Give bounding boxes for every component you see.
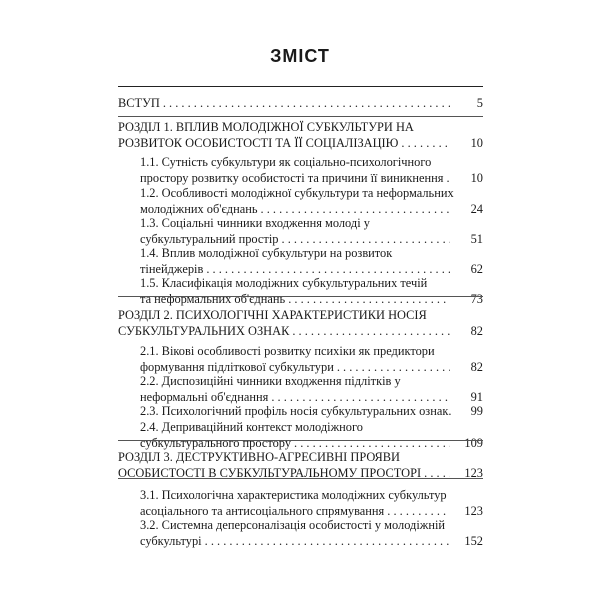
toc-line <box>140 488 483 504</box>
page-number: 73 <box>470 291 483 306</box>
toc-entry-text: 1.2. Особливості молодіжної субкультури та неформальних <box>140 186 454 200</box>
toc-line <box>140 344 483 360</box>
toc-subsection <box>140 276 483 307</box>
page-number: 10 <box>470 135 483 150</box>
toc-entry-text: 3.2. Системна деперсоналізація особистості у молодіжній <box>140 518 446 532</box>
dot-leader <box>206 262 450 278</box>
page-number: 5 <box>476 96 483 110</box>
page-title: ЗМІСТ <box>270 46 330 66</box>
toc-line <box>140 420 483 436</box>
toc-entry-text: ВСТУП <box>118 96 160 110</box>
dot-leader <box>288 292 450 308</box>
toc-line <box>140 276 483 292</box>
toc-line <box>140 390 483 406</box>
dot-leader <box>292 324 450 340</box>
toc-line <box>140 374 483 390</box>
toc-intro <box>118 96 483 112</box>
toc-line <box>118 120 483 136</box>
toc-chapter <box>118 120 483 151</box>
toc-entry-text: та неформальних об'єднань <box>140 291 286 306</box>
toc-subsection <box>140 420 483 451</box>
toc-subsection <box>140 488 483 519</box>
dot-leader <box>401 136 450 152</box>
toc-entry-text: 1.1. Сутність субкультури як соціально-психологічного <box>140 155 432 169</box>
toc-subsection <box>140 246 483 277</box>
dot-leader <box>163 96 450 112</box>
toc-entry-text: субкультуральний простір <box>140 231 279 246</box>
toc-line <box>140 171 483 187</box>
toc-chapter <box>118 450 483 481</box>
toc-line <box>140 534 483 550</box>
toc-line <box>140 246 483 262</box>
toc-chapter <box>118 308 483 339</box>
toc-subsection <box>140 374 483 405</box>
dot-leader <box>446 171 450 187</box>
toc-entry-text: РОЗВИТОК ОСОБИСТОСТІ ТА ЇЇ СОЦІАЛІЗАЦІЮ <box>118 135 399 150</box>
toc-entry-text: СУБКУЛЬТУРАЛЬНИХ ОЗНАК <box>118 323 290 338</box>
section-divider <box>118 116 483 117</box>
page-number: 82 <box>470 323 483 338</box>
dot-leader <box>387 504 450 520</box>
toc-entry-text: 1.5. Класифікація молодіжних субкультуральних течій <box>140 276 428 290</box>
toc-line <box>140 232 483 248</box>
page-number: 123 <box>464 465 483 480</box>
page-number: 10 <box>470 170 483 185</box>
toc-line <box>118 136 483 152</box>
toc-line <box>140 404 483 420</box>
toc-entry-text: ОСОБИСТОСТІ В СУБКУЛЬТУРАЛЬНОМУ ПРОСТОРІ <box>118 465 422 480</box>
page-number: 109 <box>464 435 483 450</box>
toc-entry-text: 2.2. Диспозиційні чинники входження підлітків у <box>140 374 401 388</box>
page-number: 152 <box>464 533 483 548</box>
dot-leader <box>282 232 451 248</box>
page-number: 123 <box>464 503 483 518</box>
toc-line <box>140 202 483 218</box>
toc-subsection <box>140 186 483 217</box>
toc-subsection <box>140 404 483 420</box>
toc-entry-text: 2.4. Деприваційний контекст молодіжного <box>140 420 363 434</box>
toc-entry-text: РОЗДІЛ 1. ВПЛИВ МОЛОДІЖНОЇ СУБКУЛЬТУРИ НА <box>118 120 414 134</box>
page-number: 24 <box>470 201 483 216</box>
toc-line <box>118 96 483 112</box>
toc-subsection <box>140 344 483 375</box>
toc-line <box>140 436 483 452</box>
toc-subsection <box>140 155 483 186</box>
toc-line <box>140 262 483 278</box>
dot-leader <box>205 534 450 550</box>
toc-entry-text: 1.3. Соціальні чинники входження молоді у <box>140 216 370 230</box>
page-number: 99 <box>470 404 483 418</box>
toc-entry-text: формування підліткової субкультури <box>140 359 334 374</box>
toc-line <box>140 504 483 520</box>
toc-entry-text: 1.4. Вплив молодіжної субкультури на розвиток <box>140 246 393 260</box>
toc-entry-text: тінейджерів <box>140 261 204 276</box>
page-number: 62 <box>470 261 483 276</box>
toc-line <box>140 360 483 376</box>
toc-entry-text: РОЗДІЛ 2. ПСИХОЛОГІЧНІ ХАРАКТЕРИСТИКИ НОСІЯ <box>118 308 427 322</box>
toc-line <box>140 216 483 232</box>
toc-entry-text: субкультурі <box>140 533 202 548</box>
section-divider <box>118 440 483 441</box>
toc-entry-text: простору розвитку особистості та причини її виникнення <box>140 170 444 185</box>
toc-entry-text: асоціального та антисоціального спрямування <box>140 503 385 518</box>
toc-entry-text: субкультурального простору <box>140 435 292 450</box>
toc-entry-text: РОЗДІЛ 3. ДЕСТРУКТИВНО-АГРЕСИВНІ ПРОЯВИ <box>118 450 400 464</box>
dot-leader <box>294 436 450 452</box>
toc-subsection <box>140 518 483 549</box>
toc-line <box>118 324 483 340</box>
page-number: 91 <box>470 389 483 404</box>
page-number: 82 <box>470 359 483 374</box>
dot-leader <box>271 390 450 406</box>
toc-entry-text: молодіжних об'єднань <box>140 201 258 216</box>
section-divider <box>118 478 483 479</box>
page-number: 51 <box>470 231 483 246</box>
section-divider <box>118 296 483 297</box>
dot-leader <box>261 202 450 218</box>
toc-line <box>118 308 483 324</box>
toc-entry-text: 2.1. Вікові особливості розвитку психіки як предиктори <box>140 344 435 358</box>
toc-entry-text: 3.1. Психологічна характеристика молодіжних субкультур <box>140 488 447 502</box>
toc-line <box>140 518 483 534</box>
toc-line <box>140 155 483 171</box>
toc-line <box>140 292 483 308</box>
toc-subsection <box>140 216 483 247</box>
toc-entry-text: неформальні об'єднання <box>140 389 269 404</box>
toc-entry-text: 2.3. Психологічний профіль носія субкультуральних ознак. <box>140 404 452 418</box>
toc-line <box>140 186 483 202</box>
toc-line <box>118 450 483 466</box>
dot-leader <box>337 360 450 376</box>
